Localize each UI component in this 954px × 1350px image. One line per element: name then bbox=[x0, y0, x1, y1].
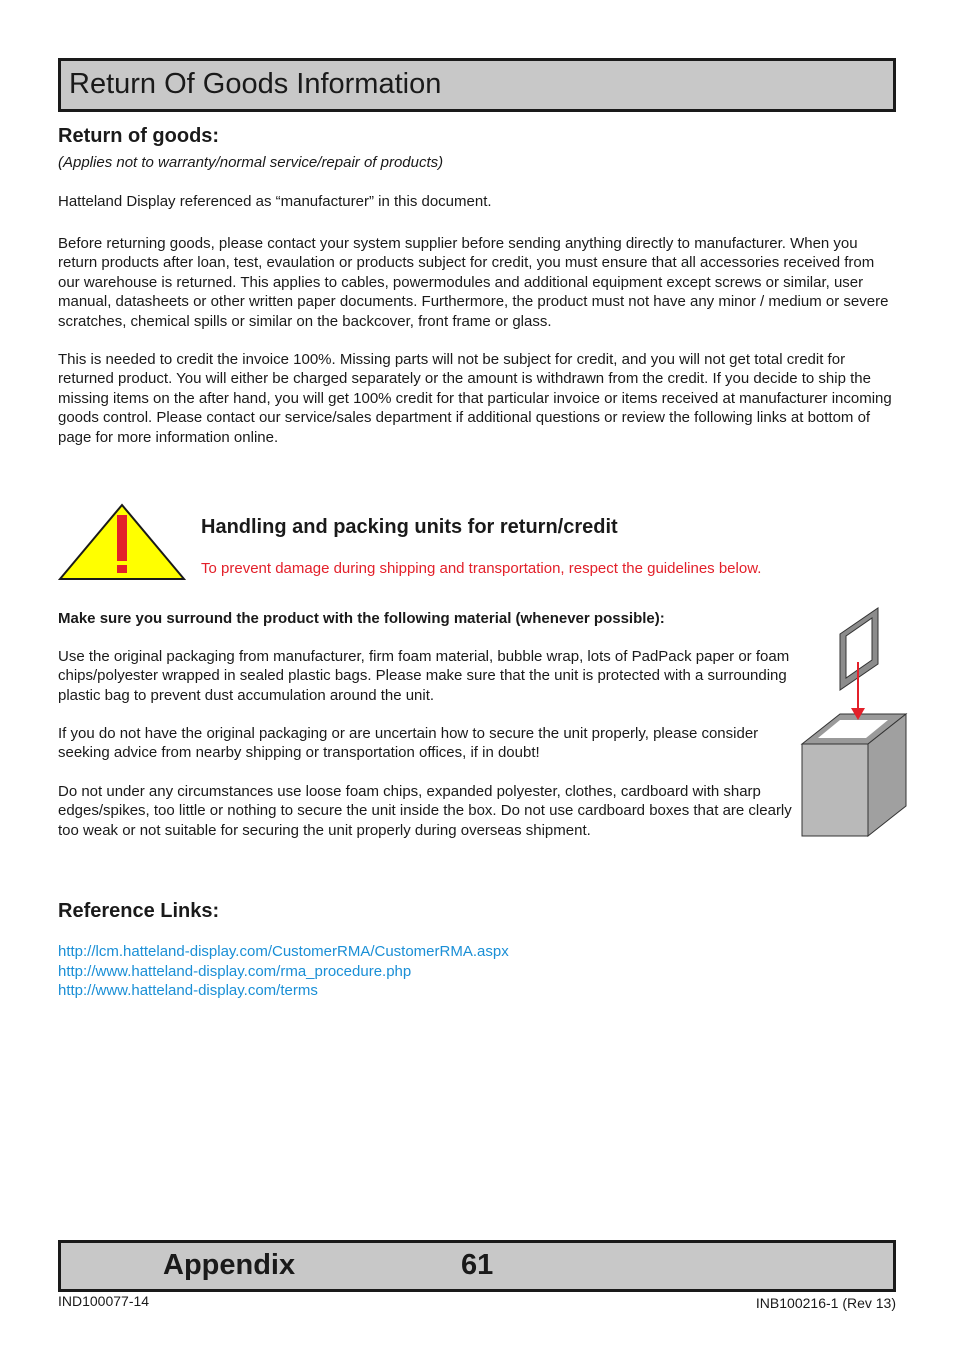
footer-section-title: Appendix bbox=[163, 1249, 296, 1281]
handling-warning-text: To prevent damage during shipping and transportation, respect the guidelines below. bbox=[201, 560, 762, 577]
footer-doc-id-right: INB100216-1 (Rev 13) bbox=[755, 1295, 896, 1311]
handling-bold-line: Make sure you surround the product with the following material (whenever possible): bbox=[58, 610, 665, 627]
handling-paragraph-3: Do not under any circumstances use loose foam chips, expanded polyester, clothes, cardboard with sharp edges/spikes, too little or nothing to secure the unit inside the box. Do not use cardboard boxes that are clearly too weak or not suitable for securing the unit properly during overseas shipment. bbox=[58, 783, 792, 839]
reference-links-list bbox=[58, 942, 509, 1001]
footer-page-number: 61 bbox=[461, 1249, 494, 1281]
handling-paragraph-2: If you do not have the original packaging or are uncertain how to secure the unit properly, please consider seeking advice from nearby shipping or transportation offices, if in doubt! bbox=[58, 725, 759, 762]
return-paragraph-1: Hatteland Display referenced as “manufacturer” in this document. bbox=[58, 193, 492, 210]
warning-triangle-icon bbox=[58, 503, 186, 581]
reference-link-rma-form[interactable]: http://lcm.hatteland-display.com/CustomerRMA/CustomerRMA.aspx bbox=[58, 943, 509, 960]
return-paragraph-2: Before returning goods, please contact your system supplier before sending anything directly to manufacturer. When you return products after loan, test, evaulation or products subject for credit, you must ensure that all accessories received from our warehouse is returned. This applies to cables, powermodules and additional equipment except screws or similar, user manual, datasheets or other written paper documents. Furthermore, the product must not have any minor / medium or severe scratches, chemical spills or similar on the backcover, front frame or glass. bbox=[58, 235, 889, 330]
handling-heading: Handling and packing units for return/credit bbox=[201, 516, 618, 538]
page-footer-bar bbox=[58, 1240, 896, 1292]
page-header-bar bbox=[58, 58, 896, 112]
packing-box-illustration bbox=[800, 604, 910, 838]
return-heading: Return of goods: bbox=[58, 125, 220, 147]
reference-link-rma-procedure[interactable]: http://www.hatteland-display.com/rma_procedure.php bbox=[58, 962, 412, 980]
handling-paragraph-1: Use the original packaging from manufacturer, firm foam material, bubble wrap, lots of PadPack paper or foam chips/polyester wrapped in sealed plastic bags. Please make sure that the unit is protected with a surrounding plastic bag to prevent dust accumulation around the unit. bbox=[58, 648, 790, 704]
return-paragraph-3: This is needed to credit the invoice 100%. Missing parts will not be subject for credit, and you will not get total credit for returned product. You will either be charged separately or the amount is withdrawn from the credit. If you decide to ship the missing items on the after hand, you will get 100% credit for that particular invoice or items received at manufacturer incoming goods control. Please contact our service/sales department if additional questions or review the following links at bottom of page for more information online. bbox=[58, 351, 892, 446]
reference-link-terms[interactable]: http://www.hatteland-display.com/terms bbox=[58, 982, 318, 1000]
footer-doc-id-left: IND100077-14 bbox=[58, 1293, 150, 1309]
return-note: (Applies not to warranty/normal service/repair of products) bbox=[58, 154, 444, 171]
reference-heading: Reference Links: bbox=[58, 900, 220, 922]
page-title: Return Of Goods Information bbox=[69, 68, 442, 100]
